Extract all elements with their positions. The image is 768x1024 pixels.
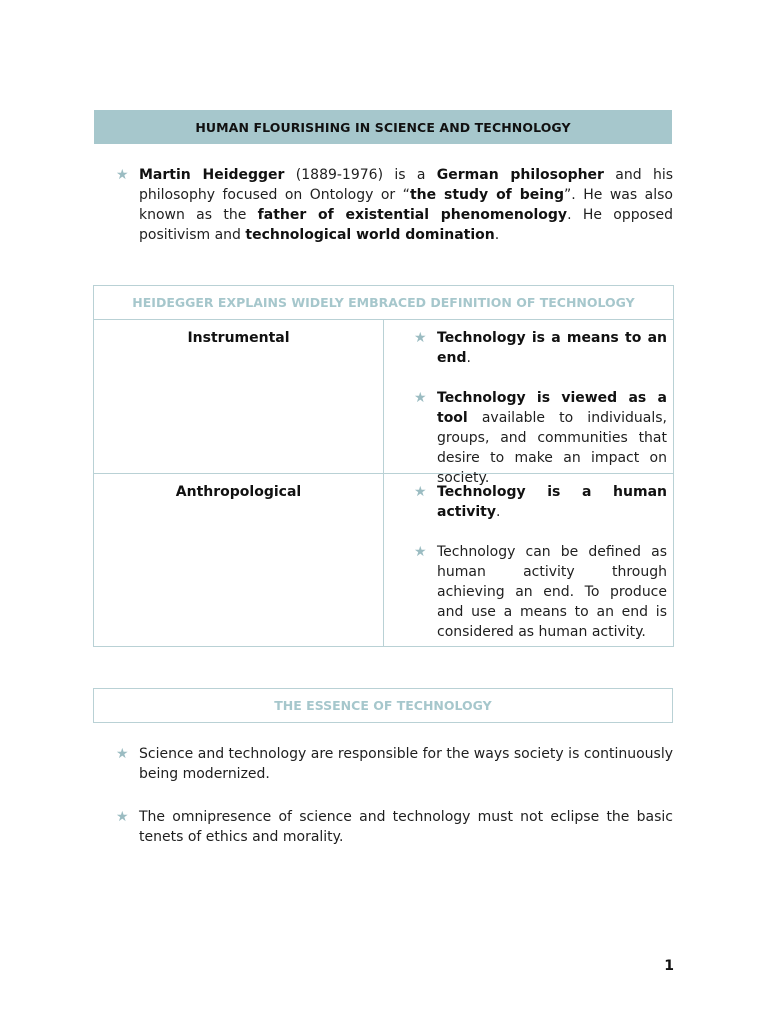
star-icon: ★ bbox=[414, 544, 427, 560]
essence-bullet-2-text: The omnipresence of science and technology must not eclipse the basic tenets of ethics and morality. bbox=[139, 809, 673, 845]
page-number: 1 bbox=[664, 958, 674, 974]
anthropological-bullet-1 bbox=[414, 482, 667, 522]
row-label-anthropological: Anthropological bbox=[175, 484, 302, 500]
essence-bullet-1 bbox=[116, 744, 673, 784]
star-icon: ★ bbox=[414, 330, 427, 346]
intro-text-part: . He opposed positivism and bbox=[139, 207, 673, 243]
anthropological-bullet-1-text bbox=[437, 482, 667, 522]
intro-text-part: . bbox=[494, 227, 500, 243]
text-part: . bbox=[495, 504, 501, 520]
bold-text: Technology is viewed as a tool bbox=[437, 390, 667, 426]
bold-text: Technology is a means to an end bbox=[437, 330, 667, 366]
star-icon: ★ bbox=[116, 809, 129, 825]
study-of-being: the study of being bbox=[409, 187, 564, 203]
page-title-banner bbox=[94, 110, 672, 144]
text-part: . bbox=[466, 350, 471, 366]
instrumental-bullet-2-text bbox=[437, 388, 667, 488]
intro-text-part: and his philosophy focused on Ontology or “ bbox=[139, 167, 673, 203]
star-icon: ★ bbox=[116, 746, 129, 762]
instrumental-bullet-1 bbox=[414, 328, 667, 368]
essence-bullet-2 bbox=[116, 807, 673, 847]
row-label-instrumental: Instrumental bbox=[187, 330, 290, 346]
intro-text-part: (1889-1976) is a bbox=[284, 167, 437, 183]
essence-bullet-1-text: Science and technology are responsible for the ways society is continuously being modernized. bbox=[139, 746, 673, 782]
star-icon: ★ bbox=[116, 167, 129, 183]
german-philosopher: German philosopher bbox=[436, 167, 604, 183]
text-part: available to individuals, groups, and communities that desire to make an impact on society. bbox=[437, 410, 667, 486]
father-phenomenology: father of existential phenomenology bbox=[257, 207, 568, 223]
definition-table-title bbox=[94, 286, 673, 320]
anthropological-bullet-2-text: Technology can be defined as human activity through achieving an end. To produce and use a means to an end is considered as human activity. bbox=[437, 544, 667, 640]
world-domination: technological world domination bbox=[245, 227, 495, 243]
intro-text bbox=[139, 165, 673, 245]
anthropological-bullet-2 bbox=[414, 542, 667, 642]
intro-bullet bbox=[116, 165, 673, 245]
heidegger-name: Martin Heidegger bbox=[139, 167, 285, 183]
table-column-divider bbox=[383, 320, 384, 646]
star-icon: ★ bbox=[414, 390, 427, 406]
bold-text: Technology is a human activity bbox=[437, 484, 667, 520]
intro-text-part: ”. He was also known as the bbox=[139, 187, 673, 223]
essence-section-title-box bbox=[93, 688, 673, 723]
star-icon: ★ bbox=[414, 484, 427, 500]
instrumental-bullet-1-text bbox=[437, 328, 667, 368]
essence-section-title: THE ESSENCE OF TECHNOLOGY bbox=[274, 698, 492, 713]
page-title: HUMAN FLOURISHING IN SCIENCE AND TECHNOLOGY bbox=[195, 119, 571, 135]
definition-table bbox=[93, 285, 674, 647]
instrumental-bullet-2 bbox=[414, 388, 667, 488]
definition-table-title-text: HEIDEGGER EXPLAINS WIDELY EMBRACED DEFINITION OF TECHNOLOGY bbox=[132, 295, 635, 310]
